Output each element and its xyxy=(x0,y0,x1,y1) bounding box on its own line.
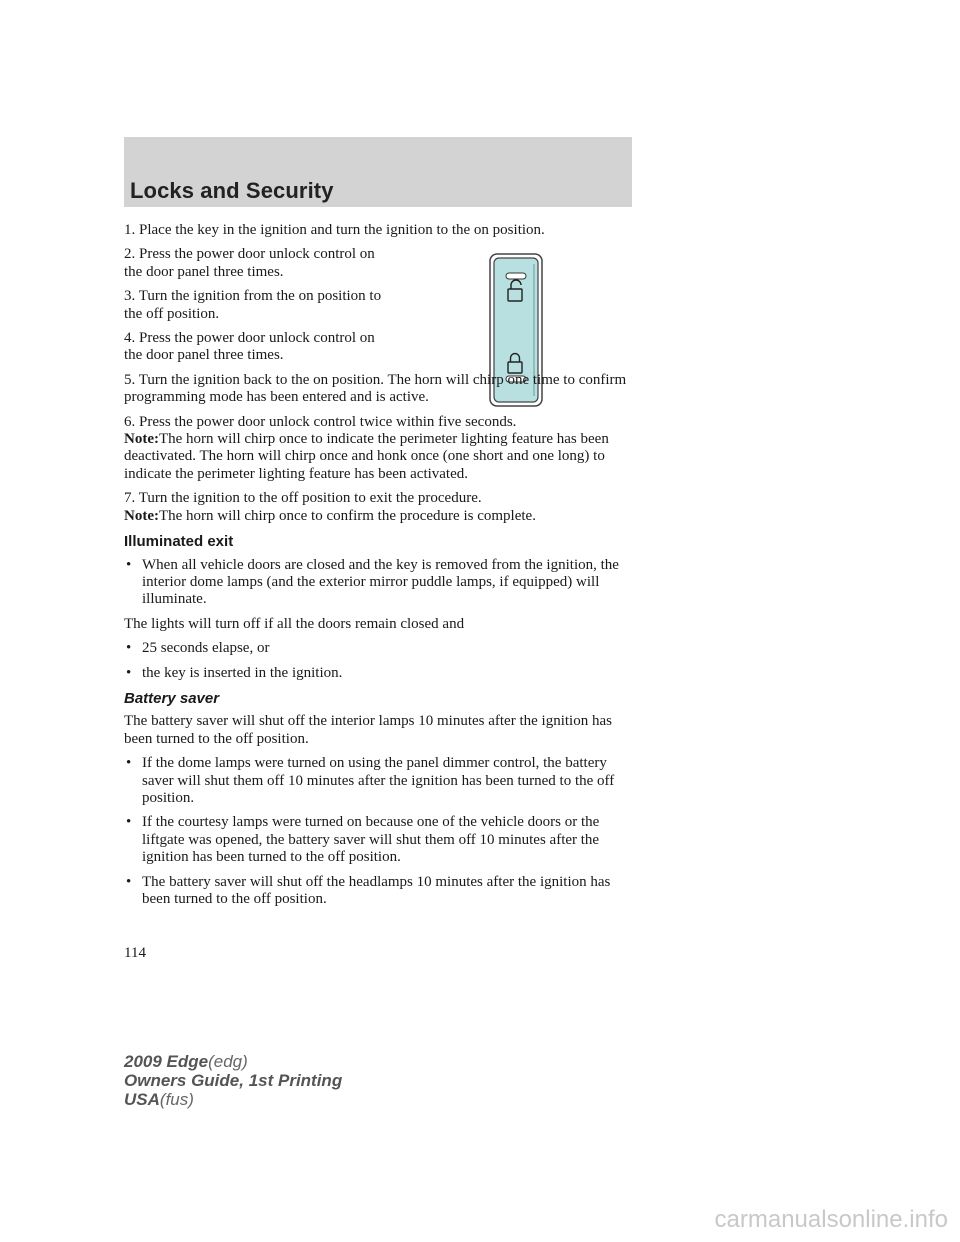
section-heading-illuminated-exit: Illuminated exit xyxy=(124,533,234,551)
footer-printing-info xyxy=(124,1052,342,1109)
step-7: 7. Turn the ignition to the off position to exit the procedure. xyxy=(124,490,482,507)
list-item-text: 25 seconds elapse, or xyxy=(142,640,270,657)
note-text: The horn will chirp once to confirm the procedure is complete. xyxy=(158,507,536,524)
list-item-text: The battery saver will shut off the headlamps 10 minutes after the ignition has been turned to the off position. xyxy=(142,873,611,907)
footer-model: 2009 Edge xyxy=(124,1052,209,1071)
footer-line-2: Owners Guide, 1st Printing xyxy=(124,1071,343,1090)
list-item-text: the key is inserted in the ignition. xyxy=(142,664,343,681)
illuminated-exit-list-2 xyxy=(124,640,636,682)
footer-line-3 xyxy=(124,1090,342,1109)
battery-saver-intro: The battery saver will shut off the interior lamps 10 minutes after the ignition has been turned to the off position. xyxy=(124,713,612,747)
list-item xyxy=(124,665,636,682)
footer-line-1 xyxy=(124,1052,342,1071)
list-item xyxy=(124,755,636,807)
note-label: Note: xyxy=(124,507,159,524)
bullet: • xyxy=(126,814,132,831)
list-item-text: If the dome lamps were turned on using the panel dimmer control, the battery saver will shut them off 10 minutes after the ignition has been turned to the off position. xyxy=(142,755,615,806)
step-5-text: 5. Turn the ignition back to the on position. The horn will chirp one time to confirm programming mode has been entered and is active. xyxy=(124,371,627,406)
note-label: Note: xyxy=(124,431,159,448)
list-item-text: When all vehicle doors are closed and the key is removed from the ignition, the interior dome lamps (and the exterior mirror puddle lamps, if equipped) will illuminate. xyxy=(142,556,619,608)
section-heading-battery-saver: Battery saver xyxy=(124,689,220,707)
list-item xyxy=(124,814,636,866)
step-4: 4. Press the power door unlock control on the door panel three times. xyxy=(124,330,375,364)
step-3: 3. Turn the ignition from the on position to the off position. xyxy=(124,288,382,322)
bullet: • xyxy=(126,664,132,681)
list-item-text: If the courtesy lamps were turned on because one of the vehicle doors or the liftgate was opened, the battery saver will shut them off 10 minutes after the ignition has been turned to the off position. xyxy=(142,814,600,866)
note-1 xyxy=(124,431,636,483)
battery-saver-list xyxy=(124,755,636,908)
list-item xyxy=(124,874,636,909)
illuminated-exit-intro: The lights will turn off if all the doors remain closed and xyxy=(124,615,465,632)
note-2 xyxy=(124,508,636,525)
footer-market: USA xyxy=(124,1090,160,1109)
list-item xyxy=(124,557,636,609)
page-content xyxy=(124,222,636,915)
step-6: 6. Press the power door unlock control twice within five seconds. xyxy=(124,413,517,430)
step-1: 1. Place the key in the ignition and turn the ignition to the on position. xyxy=(124,222,545,238)
step-5 xyxy=(124,372,636,407)
bullet: • xyxy=(126,873,132,890)
bullet: • xyxy=(126,640,132,657)
page-title: Locks and Security xyxy=(130,178,334,203)
bullet: • xyxy=(126,556,132,573)
note-text: The horn will chirp once to indicate the perimeter lighting feature has been deactivated. The horn will chirp once and honk once (one short and one long) to indicate the perimeter lighting feature has been activated. xyxy=(124,431,609,482)
step-2: 2. Press the power door unlock control on the door panel three times. xyxy=(124,246,375,280)
footer-model-code: (edg) xyxy=(208,1052,248,1071)
page-number: 114 xyxy=(124,945,146,961)
footer-market-code: (fus) xyxy=(159,1090,194,1109)
bullet: • xyxy=(126,755,132,772)
list-item xyxy=(124,640,636,657)
illuminated-exit-list-1 xyxy=(124,557,636,609)
watermark: carmanualsonline.info xyxy=(714,1206,948,1233)
